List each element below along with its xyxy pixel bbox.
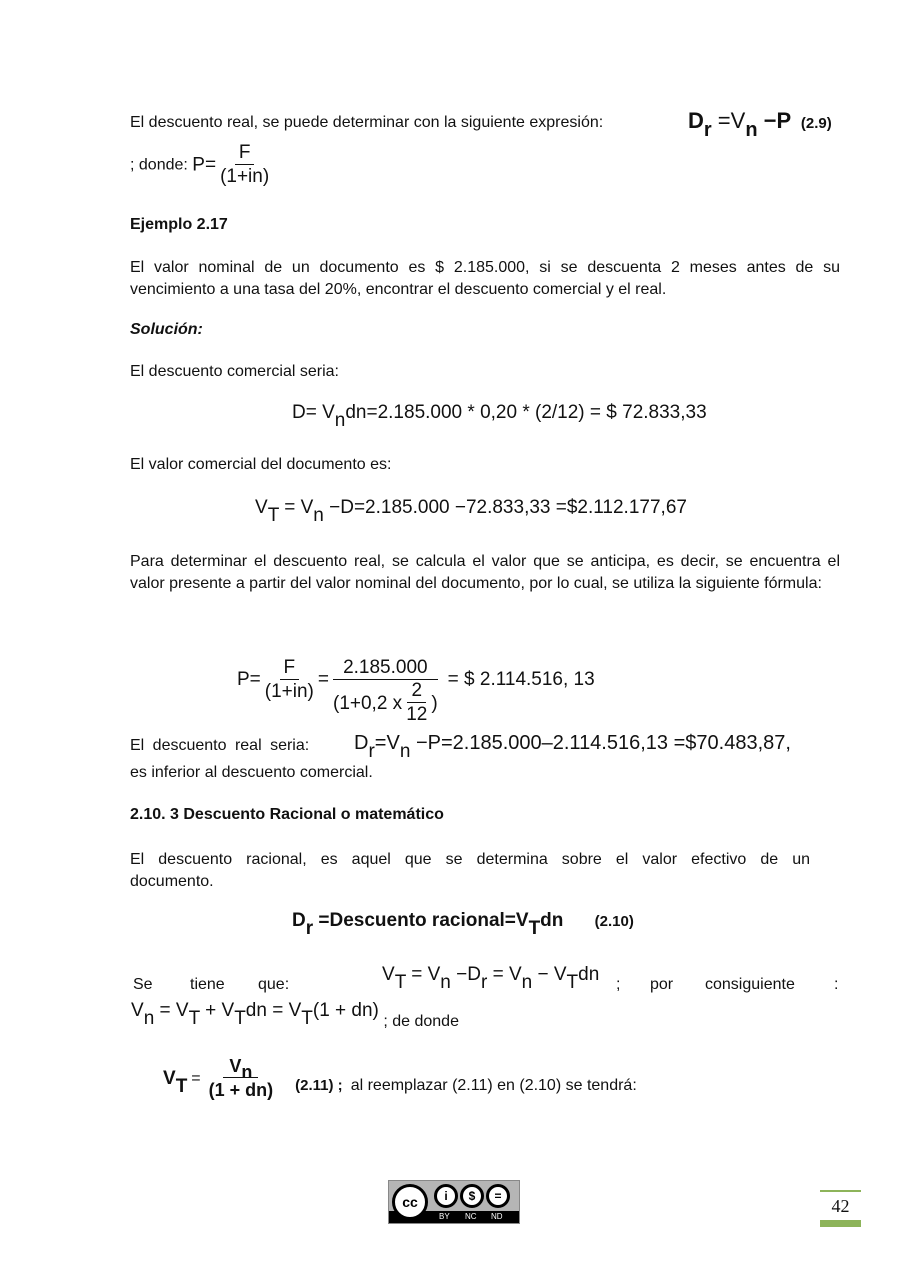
f-part: (1 + dn): [312, 1000, 379, 1021]
donde-label: ; donde:: [130, 156, 188, 174]
cc-icon: [392, 1184, 428, 1220]
f-part: = V: [487, 964, 522, 985]
f-part: =V: [374, 732, 400, 754]
f-sub: T: [234, 1008, 246, 1029]
f-sub: T: [301, 1008, 313, 1029]
formula-descuento-comercial: [292, 402, 707, 431]
f-sub: T: [566, 972, 579, 993]
intro-line: [130, 114, 603, 132]
f-sub: n: [143, 1008, 155, 1029]
denominator: (1+in): [264, 680, 314, 702]
fraction: [329, 657, 442, 727]
formula-descuento-real: [354, 732, 791, 762]
solution-label: Solución:: [130, 321, 203, 338]
f-part: (1+0,2 x: [333, 692, 403, 714]
f-part: D: [688, 108, 704, 133]
f-sub: T: [188, 1008, 200, 1029]
para-descuento-real: Para determinar el descuento real, se calcula el valor que se anticipa, es decir, se encuentra el valor presente a partir del valor nominal del documento, por lo cual, se utiliza la siguiente fórmula:: [130, 553, 840, 592]
word: tiene: [190, 976, 225, 993]
real-label: El descuento real seria:: [130, 737, 310, 754]
f-part: D: [292, 910, 306, 931]
f-sub: r: [703, 119, 712, 141]
equation-number: (2.9): [800, 115, 832, 132]
f-part: =Descuento racional=V: [313, 910, 529, 931]
page-number-box: [820, 1190, 861, 1226]
formula-vt: [382, 964, 600, 993]
f-part: ): [431, 692, 438, 714]
f-sub: n: [440, 972, 451, 993]
reemplazar-text: al reemplazar (2.11) en (2.10) se tendrá:: [350, 1076, 637, 1094]
formula-2-11: [163, 1055, 637, 1102]
f-sub: n: [334, 410, 346, 431]
f-part: V: [163, 1067, 176, 1089]
by-icon: i: [434, 1184, 458, 1208]
equation-number: (2.10): [594, 913, 634, 930]
nc-icon: $: [460, 1184, 484, 1208]
divider: [820, 1220, 861, 1227]
numerator: 2.185.000: [333, 657, 438, 680]
f-sub: n: [313, 505, 324, 526]
f-part: =: [191, 1069, 201, 1087]
f-sub: r: [368, 741, 375, 762]
f-part: −D=2.185.000 −72.833,33 =$2.112.177,67: [323, 497, 687, 518]
example-text: El valor nominal de un documento es $ 2.185.000, si se descuenta 2 meses antes de su vencimiento a una tasa del 20%, encontrar el descuento comercial y el real.: [130, 259, 840, 298]
f-sub: n: [241, 1062, 253, 1082]
numerator: F: [235, 142, 255, 165]
f-part: = V: [278, 497, 314, 518]
f-part: V: [229, 1056, 242, 1076]
numerator: [223, 1055, 258, 1082]
f-sub: T: [267, 505, 279, 526]
f-part: P=: [237, 669, 261, 690]
comercial-label: El descuento comercial seria:: [130, 363, 339, 380]
f-sub: T: [528, 918, 541, 939]
f-part: V: [255, 497, 268, 518]
nd-icon: =: [486, 1184, 510, 1208]
word: consiguiente: [705, 976, 795, 993]
de-donde-text: ; de donde: [383, 1013, 459, 1030]
numerator: 2: [407, 680, 426, 703]
formula-valor-presente: [237, 633, 595, 727]
f-part: −D: [450, 964, 481, 985]
f-part: V: [382, 964, 395, 985]
fraction: [216, 142, 273, 189]
f-part: dn: [540, 910, 564, 931]
f-sub: r: [305, 918, 314, 939]
denominator: (1+in): [220, 166, 270, 187]
f-part: =: [317, 669, 329, 690]
f-part: + V: [199, 1000, 235, 1021]
equation-number: (2.11) ;: [295, 1077, 343, 1094]
denominator: [329, 680, 442, 727]
f-part: − V: [532, 964, 567, 985]
f-part: dn: [578, 964, 600, 985]
word: que:: [258, 976, 290, 993]
section-title: 2.10. 3 Descuento Racional o matemático: [130, 806, 444, 823]
f-sub: r: [480, 972, 488, 993]
f-part: V: [131, 1000, 144, 1021]
f-sub: T: [175, 1075, 188, 1097]
fraction: [205, 1055, 278, 1102]
f-sub: n: [399, 741, 411, 762]
p-lhs: P=: [192, 154, 217, 176]
f-part: =V: [711, 108, 746, 133]
inferior-text: es inferior al descuento comercial.: [130, 764, 373, 781]
f-part: −P: [757, 108, 791, 133]
numerator: F: [280, 657, 300, 680]
cc-text: cc: [402, 1194, 418, 1210]
example-title: Ejemplo 2.17: [130, 216, 228, 233]
word: :: [834, 976, 839, 993]
f-part: D= V: [292, 402, 335, 423]
fraction: [261, 657, 318, 704]
creative-commons-badge: [388, 1180, 520, 1224]
divider: [820, 1190, 861, 1192]
intro-text: El descuento real, se puede determinar con la siguiente expresión:: [130, 114, 604, 131]
denominator: (1 + dn): [208, 1080, 274, 1100]
f-sub: T: [394, 972, 406, 993]
para-racional: El descuento racional, es aquel que se determina sobre el valor efectivo de un documento.: [130, 851, 810, 890]
page-number: 42: [831, 1196, 850, 1216]
f-part: dn=2.185.000 * 0,20 * (2/12) = $ 72.833,33: [345, 402, 707, 423]
fraction: [402, 680, 431, 727]
vn-line: [131, 1000, 459, 1030]
f-part: = $ 2.114.516, 13: [447, 669, 595, 690]
f-part: −P=2.185.000–2.114.516,13 =$70.483,87,: [410, 732, 791, 754]
denominator: 12: [406, 704, 428, 725]
f-part: dn = V: [245, 1000, 302, 1021]
formula-2-9: [688, 108, 832, 141]
nc-label: NC: [465, 1212, 477, 1221]
formula-2-10: [292, 910, 634, 939]
f-part: = V: [405, 964, 441, 985]
formula-valor-comercial: [255, 497, 687, 526]
nd-label: ND: [491, 1212, 503, 1221]
valor-label: El valor comercial del documento es:: [130, 456, 392, 473]
f-sub: n: [745, 119, 758, 141]
word: por: [650, 976, 674, 993]
word: Se: [133, 976, 153, 993]
f-part: = V: [154, 1000, 189, 1021]
donde-line: [130, 142, 273, 189]
word: ;: [616, 976, 621, 993]
f-sub: n: [521, 972, 533, 993]
by-label: BY: [439, 1212, 450, 1221]
f-part: D: [354, 732, 369, 754]
